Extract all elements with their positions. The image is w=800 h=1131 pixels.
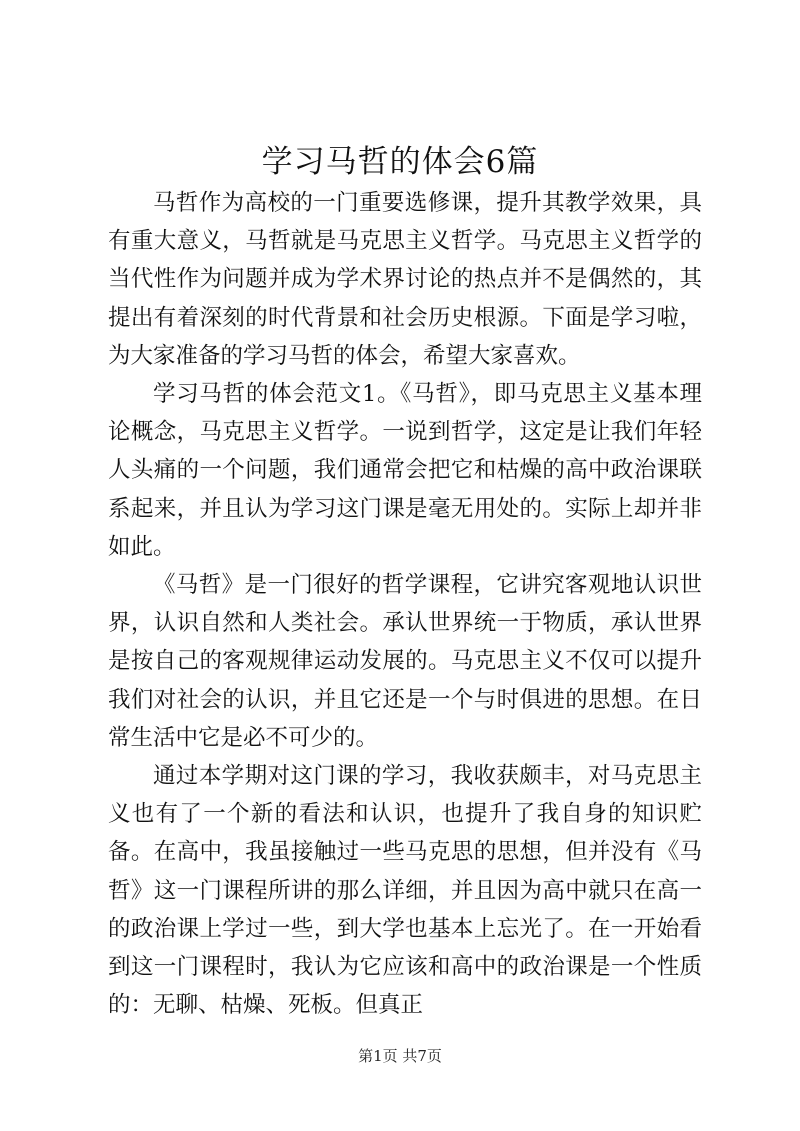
paragraph-learning-reflection: 通过本学期对这门课的学习，我收获颇丰，对马克思主义也有了一个新的看法和认识，也提升了我自身的知识贮备。在高中，我虽接触过一些马克思的思想，但并没有《马哲》这一门课程所讲的那么详细，并且因为高中就只在高一的政治课上学过一些，到大学也基本上忘光了。在一开始看到这一门课程时，我认为它应该和高中的政治课是一个性质的：无聊、枯燥、死板。但真正	[108, 763, 702, 1019]
paragraph-course-description: 《马哲》是一门很好的哲学课程，它讲究客观地认识世界，认识自然和人类社会。承认世界统一于物质，承认世界是按自己的客观规律运动发展的。马克思主义不仅可以提升我们对社会的认识，并且它还是一个与时俱进的思想。在日常生活中它是必不可少的。	[108, 572, 702, 751]
document-body	[108, 184, 702, 1024]
paragraph-intro: 马哲作为高校的一门重要选修课，提升其教学效果，具有重大意义，马哲就是马克思主义哲学。马克思主义哲学的当代性作为问题并成为学术界讨论的热点并不是偶然的，其提出有着深刻的时代背景和社会历史根源。下面是学习啦，为大家准备的学习马哲的体会，希望大家喜欢。	[108, 190, 702, 369]
page-footer: 第1页 共7页	[358, 1047, 442, 1065]
document-title: 学习马哲的体会6篇	[261, 144, 539, 180]
paragraph-example-1: 学习马哲的体会范文1。《马哲》，即马克思主义基本理论概念，马克思主义哲学。一说到哲学，这定是让我们年轻人头痛的一个问题，我们通常会把它和枯燥的高中政治课联系起来，并且认为学习这门课是毫无用处的。实际上却并非如此。	[108, 381, 702, 560]
